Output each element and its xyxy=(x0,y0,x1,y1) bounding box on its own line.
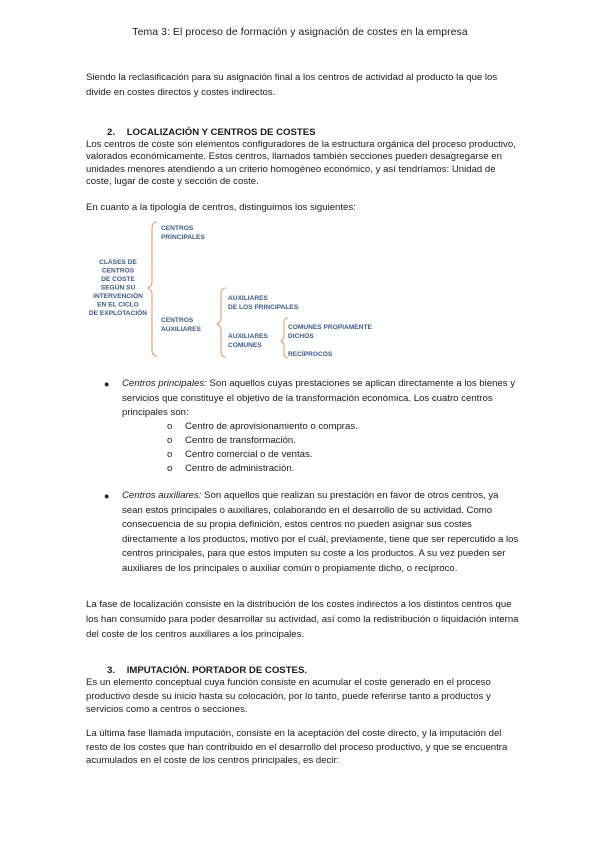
section-3-paragraph-1: Es un elemento conceptual cuya función consiste en acumular el coste generado en el proceso productivo desde su inicio hasta su colocación, por lo tanto, puede referirse tanto a productos y servicios como a centros o secciones. xyxy=(86,677,491,715)
sub-bullet-mark: o xyxy=(167,435,173,446)
page-header: Tema 3: El proceso de formación y asignación de costes en la empresa xyxy=(132,27,468,38)
diagram-root-label xyxy=(89,259,147,317)
bullet-text: Son aquellos cuyas prestaciones se aplican directamente a los bienes y servicios que constituye el objetivo de la transformación económica. Los cuatro centros principales son: xyxy=(122,378,516,419)
principales-line-2: PRINCIPALES xyxy=(161,234,205,241)
bullet-dot: ● xyxy=(104,379,110,389)
aux-comunes-line-2: COMUNES xyxy=(228,342,262,349)
sub-item: Centro comercial o de ventas. xyxy=(185,449,313,460)
aux-comunes-line-1: AUXILIARES xyxy=(228,333,268,340)
bullet-term: Centros principales: xyxy=(122,378,207,389)
root-line-3: DE COSTE xyxy=(101,276,135,283)
principales-line-1: CENTROS xyxy=(161,225,194,232)
auxiliares-line-1: CENTROS xyxy=(161,317,194,324)
aux-principales-line-1: AUXILIARES xyxy=(228,295,268,302)
bullet-centros-principales xyxy=(122,377,520,421)
aux-principales-line-2: DE LOS PRINCIPALES xyxy=(228,304,299,311)
reciprocos-label: RECÍPROCOS xyxy=(288,351,333,358)
bullet-dot: ● xyxy=(104,491,110,501)
cost-centers-diagram xyxy=(80,218,400,368)
sub-bullet-mark: o xyxy=(167,421,173,432)
section-3-paragraph-2: La última fase llamada imputación, consiste en la aceptación del coste directo, y la imputación del resto de los costes que han contribuido en el desarrollo del proceso productivo, y que se encuentra acumulados en el coste de los centros principales, es decir: xyxy=(86,728,508,766)
root-line-5: INTERVENCIÓN xyxy=(93,293,143,300)
sub-item: Centro de administración. xyxy=(185,463,295,474)
root-line-2: CENTROS xyxy=(101,267,135,275)
section-2-title: LOCALIZACIÓN Y CENTROS DE COSTES xyxy=(126,127,316,138)
root-line-4: SEGÚN SU xyxy=(100,284,136,292)
root-line-1: CLASES DE xyxy=(99,259,137,266)
section-3-heading xyxy=(107,665,307,676)
section-2-heading xyxy=(107,127,316,138)
bullet-text: Son aquellos que realizan su prestación en favor de otros centros, ya sean estos principales o auxiliares, colaborando en el desarrollo de su actividad. Como consecuencia de su propia definición, estos centros no pueden asignar sus costes directamente a los productos, motivo por el cuál, previamente, tiene que ser repercutido a los centros principales, para que estos imputen su coste a los productos. A su vez pueden ser auxiliares de los principales o auxiliar común o propiamente dicho, o recíproco. xyxy=(122,490,519,574)
sub-item: Centro de transformación. xyxy=(185,435,296,446)
bullet-centros-auxiliares xyxy=(122,489,520,577)
section-3-number: 3. xyxy=(107,665,116,676)
localizacion-paragraph: La fase de localización consiste en la distribución de los costes indirectos a los distintos centros que los han consumido para poder desarrollar su actividad, así como la redistribución o liquidación interna del coste de los centros auxiliares a los principales. xyxy=(86,599,519,640)
auxiliares-line-2: AUXILIARES xyxy=(161,326,201,333)
comunes-propiamente-line-1: COMUNES PROPIAMENTE xyxy=(288,324,372,331)
bullet-term: Centros auxiliares: xyxy=(122,490,202,501)
comunes-propiamente-line-2: DICHOS xyxy=(288,333,314,340)
sub-bullet-mark: o xyxy=(167,449,173,460)
section-2-paragraph-2: En cuanto a la tipología de centros, distinguimos los siguientes: xyxy=(86,202,356,213)
root-brace xyxy=(148,222,157,356)
intro-paragraph: Siendo la reclasificación para su asignación final a los centros de actividad al producto la que los divide en costes directos y costes indirectos. xyxy=(86,72,498,98)
root-line-7: DE EXPLOTACIÓN xyxy=(88,310,148,317)
section-2-paragraph-1: Los centros de coste son elementos configuradores de la estructura orgánica del proceso productivo, valorados económicamente. Estos centros, llamados también secciones pueden desagregarse en unidades menores atendiendo a un criterio homogéneo económico, y así tendríamos: Unidad de coste, lugar de coste y sección de coste. xyxy=(86,139,516,188)
sub-bullet-mark: o xyxy=(167,463,173,474)
section-3-title: IMPUTACIÓN. PORTADOR DE COSTES. xyxy=(126,665,308,676)
auxiliares-brace xyxy=(217,288,226,357)
section-2-number: 2. xyxy=(107,127,116,138)
root-line-6: EN EL CICLO xyxy=(97,301,139,309)
sub-item: Centro de aprovisionamiento o compras. xyxy=(185,421,358,432)
comunes-brace xyxy=(281,318,288,358)
